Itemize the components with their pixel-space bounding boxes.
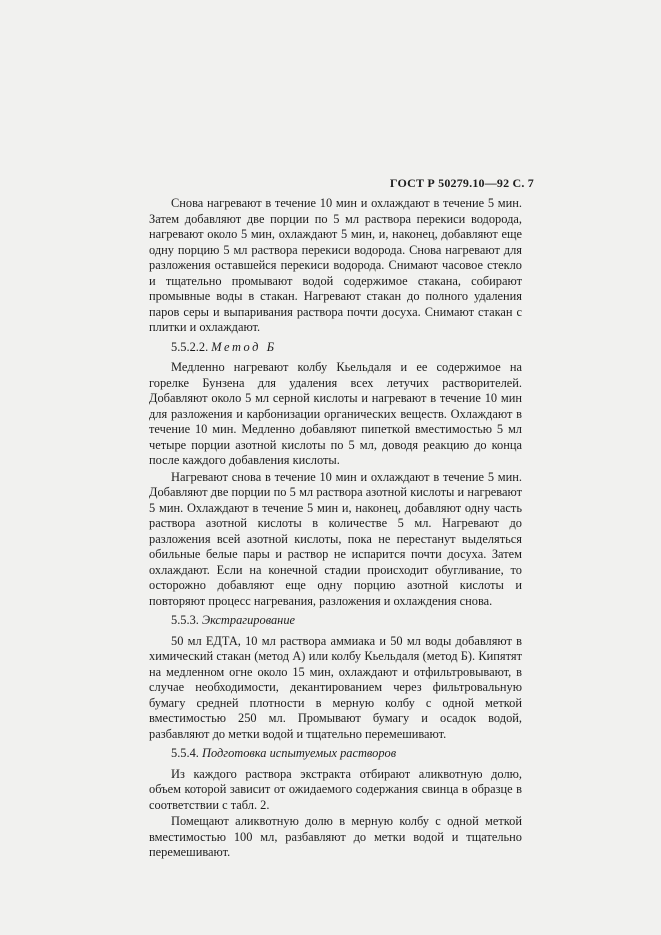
page-header: ГОСТ Р 50279.10—92 С. 7 [389,176,534,190]
section-title: Экстрагирование [202,613,296,627]
section-number: 5.5.4. [171,746,199,760]
paragraph-kjeldahl-heating: Медленно нагревают колбу Кьельдаля и ее содержимое на горелке Бунзена для удаления всех летучих растворителей. Добавляют около 5 мл серной кислоты и нагревают в течение 10 мин для разложения и карбонизации органических веществ. Охлаждают в течение 10 мин. Медленно добавляют пипеткой вместимостью 5 мл четыре порции азотной кислоты по 5 мл, доводя реакцию до конца после каждого добавления кислоты. [149,360,522,467]
section-title: Метод Б [211,339,277,354]
paragraph-nitric-acid: Нагревают снова в течение 10 мин и охлаждают в течение 5 мин. Добавляют две порции по 5 мл раствора азотной кислоты и нагревают 5 мин. Охлаждают в течение 5 мин и, наконец, добавляют одну часть раствора азотной кислоты в количестве 5 мл. Нагревают до разложения всей азотной кислоты, пока не перестанут выделяться обильные белые пары и раствор не испарится почти досуха. Затем охлаждают. Если на конечной стадии происходит обугливание, то осторожно добавляют еще одну порцию азотной кислоты и повторяют процесс нагревания, разложения и охлаждения снова. [149,469,522,608]
section-heading-test-solutions [149,746,522,762]
section-number: 5.5.3. [171,613,199,627]
paragraph-edta-extraction: 50 мл ЕДТА, 10 мл раствора аммиака и 50 мл воды добавляют в химический стакан (метод А) или колбу Кьельдаля (метод Б). Кипятят на медленном огне около 15 мин, охлаждают и отфильтровывают, в случае необходимости, декантированием через фильтровальную бумагу средней плотности в мерную колбу с одной меткой вместимостью 250 мл. Промывают бумагу и осадок водой, разбавляют до метки водой и тщательно перемешивают. [149,633,522,741]
section-number: 5.5.2.2. [171,339,209,354]
section-title: Подготовка испытуемых растворов [202,746,397,760]
paragraph-heating-method-a: Снова нагревают в течение 10 мин и охлаждают в течение 5 мин. Затем добавляют две порции по 5 мл раствора перекиси водорода, нагревают около 5 мин, охлаждают 5 мин, и, наконец, добавляют еще одну порцию 5 мл раствора перекиси водорода. Снова нагревают для разложения оставшейся перекиси водорода. Снимают часовое стекло и тщательно промывают водой содержимое стакана, собирают промывные воды в стакан. Нагревают стакан до полного удаления паров серы и выпаривания раствора почти досуха. Снимают стакан с плитки и охлаждают. [149,196,522,334]
paragraph-aliquot-selection: Из каждого раствора экстракта отбирают аликвотную долю, объем которой зависит от ожидаемого содержания свинца в образце в соответствии с табл. 2. [149,766,522,812]
paragraph-aliquot-dilution: Помещают аликвотную долю в мерную колбу с одной меткой вместимостью 100 мл, разбавляют до метки водой и тщательно перемешивают. [149,814,522,859]
section-heading-extraction [149,613,522,629]
section-heading-method-b [149,340,522,356]
document-body [149,196,522,861]
